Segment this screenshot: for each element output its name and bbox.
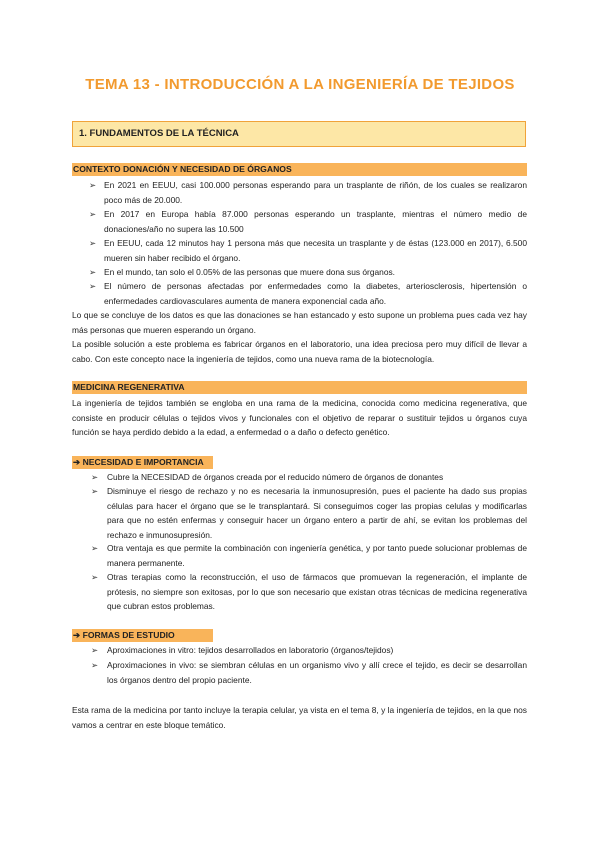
list-item: El número de personas afectadas por enfermedades como la diabetes, arteriosclerosis, hipertensión o enfermedades cardiovasculares aumenta de manera exponencial cada año. [104, 281, 527, 306]
list-item: En el mundo, tan solo el 0.05% de las personas que muere dona sus órganos. [104, 267, 395, 277]
bullet-icon: ➢ [91, 472, 99, 482]
list-item: Otra ventaja es que permite la combinación con ingeniería genética, y por tanto puede solucionar problemas de manera permanente. [107, 543, 527, 568]
list-item: Disminuye el riesgo de rechazo y no es necesaria la inmunosupresión, pues el paciente ha dado sus propias células para hacer el órgano que se le transplantará. Si conseguimos coger las propias celulas y modificarlas para que no estén enfermas y conseguir hacer un órgano entero a partir de ahí, se evitan los problemas del rechazo e inmunosupresión. [107, 486, 527, 540]
bullet-icon: ➢ [91, 572, 99, 582]
list-item: Aproximaciones in vivo: se siembran células en un organismo vivo y allí crece el tejido, es decir se desarrollan los órganos dentro del propio paciente. [107, 660, 527, 685]
heading-formas: ➔ FORMAS DE ESTUDIO [72, 629, 213, 642]
bullet-icon: ➢ [91, 660, 99, 670]
bullet-icon: ➢ [89, 209, 97, 219]
heading-necesidad: ➔ NECESIDAD E IMPORTANCIA [72, 456, 213, 469]
page-title: TEMA 13 - INTRODUCCIÓN A LA INGENIERÍA DE TEJIDOS [85, 76, 515, 93]
bullet-icon: ➢ [89, 238, 97, 248]
bullet-icon: ➢ [91, 486, 99, 496]
list-item: En 2021 en EEUU, casi 100.000 personas esperando para un trasplante de riñón, de los cuales se realizaron poco más de 20.000. [104, 180, 527, 205]
paragraph: Lo que se concluye de los datos es que las donaciones se han estancado y esto supone un problema pues cada vez hay más personas que mueren esperando un órgano. [72, 310, 527, 335]
list-item: Cubre la NECESIDAD de órganos creada por el reducido número de órganos de donantes [107, 472, 444, 482]
list-item: Aproximaciones in vitro: tejidos desarrollados en laboratorio (órganos/tejidos) [107, 645, 394, 655]
heading-medicina-regenerativa: MEDICINA REGENERATIVA [72, 381, 527, 394]
list-item: En EEUU, cada 12 minutos hay 1 persona más que necesita un trasplante y de éstas (123.000 en 2017), 6.500 mueren sin haber recibido el órgano. [104, 238, 527, 263]
paragraph: La ingeniería de tejidos también se engloba en una rama de la medicina, conocida como medicina regenerativa, que consiste en producir células o tejidos vivos y funcionales con el objetivo de reparar o sustituir tejidos u órganos cuya función se haya perdido debido a la edad, a enfermedad o a daño o defecto genético. [72, 398, 527, 437]
bullet-icon: ➢ [91, 543, 99, 553]
bullet-icon: ➢ [89, 267, 97, 277]
list-item: Otras terapias como la reconstrucción, el uso de fármacos que promuevan la regeneración, el implante de prótesis, no siempre son exitosas, por lo que son necesario que existan otras técnicas de medicina regenerativa que cubran estos problemas. [107, 572, 527, 611]
closing-paragraph: Esta rama de la medicina por tanto incluye la terapia celular, ya vista en el tema 8, y la ingeniería de tejidos, en la que nos vamos a centrar en este bloque temático. [72, 705, 527, 730]
bullet-icon: ➢ [91, 645, 99, 655]
section-heading-fundamentos: 1. FUNDAMENTOS DE LA TÉCNICA [72, 121, 526, 147]
heading-contexto: CONTEXTO DONACIÓN Y NECESIDAD DE ÓRGANOS [72, 163, 527, 176]
bullet-icon: ➢ [89, 281, 97, 291]
list-item: En 2017 en Europa había 87.000 personas esperando un trasplante, mientras el número medio de donaciones/año no supera las 10.500 [104, 209, 527, 234]
paragraph: La posible solución a este problema es fabricar órganos en el laboratorio, una idea preciosa pero muy difícil de llevar a cabo. Con este concepto nace la ingeniería de tejidos, como una nueva rama de la biotecnología. [72, 339, 527, 364]
bullet-icon: ➢ [89, 180, 97, 190]
